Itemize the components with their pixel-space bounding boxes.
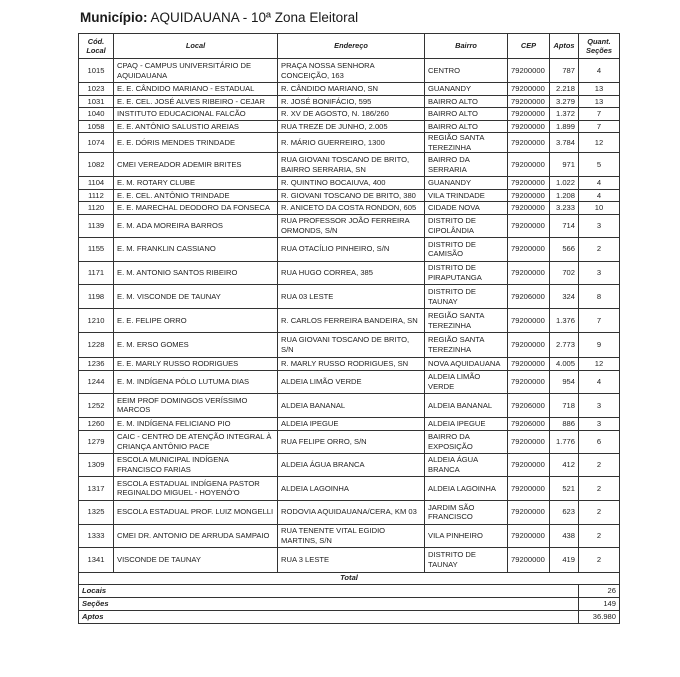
local-cell: E. M. ROTARY CLUBE xyxy=(114,177,278,190)
table-row xyxy=(79,120,620,133)
bairro-cell: DISTRITO DE TAUNAY xyxy=(425,548,508,573)
bairro-cell: DISTRITO DE PIRAPUTANGA xyxy=(425,261,508,285)
local-cell: E. E. DÓRIS MENDES TRINDADE xyxy=(114,133,278,153)
cod-cell: 1341 xyxy=(79,548,114,573)
local-cell: ESCOLA MUNICIPAL INDÍGENA FRANCISCO FARIAS xyxy=(114,453,278,477)
table-row xyxy=(79,548,620,573)
bairro-cell: ALDEIA IPEGUE xyxy=(425,417,508,430)
bairro-cell: REGIÃO SANTA TEREZINHA xyxy=(425,309,508,333)
summary-label: Locais xyxy=(79,584,579,597)
bairro-cell: ALDEIA LIMÃO VERDE xyxy=(425,370,508,394)
bairro-cell: DISTRITO DE CIPOLÂNDIA xyxy=(425,214,508,237)
cod-cell: 1317 xyxy=(79,477,114,501)
cep-cell: 79200000 xyxy=(508,430,550,453)
cep-cell: 79200000 xyxy=(508,120,550,133)
table-row xyxy=(79,309,620,333)
endereco-cell: R. XV DE AGOSTO, N. 186/260 xyxy=(278,108,425,121)
cep-cell: 79200000 xyxy=(508,261,550,285)
aptos-cell: 3.279 xyxy=(550,95,579,108)
aptos-cell: 4.005 xyxy=(550,357,579,370)
endereco-cell: ALDEIA LIMÃO VERDE xyxy=(278,370,425,394)
cep-cell: 79200000 xyxy=(508,59,550,83)
endereco-cell: RUA GIOVANI TOSCANO DE BRITO, BAIRRO SERRARIA, SN xyxy=(278,153,425,177)
table-row xyxy=(79,133,620,153)
table-row xyxy=(79,477,620,501)
table-row xyxy=(79,453,620,477)
bairro-cell: BAIRRO DA SERRARIA xyxy=(425,153,508,177)
secoes-cell: 6 xyxy=(579,430,620,453)
cod-cell: 1015 xyxy=(79,59,114,83)
aptos-cell: 419 xyxy=(550,548,579,573)
table-row xyxy=(79,59,620,83)
aptos-cell: 1.376 xyxy=(550,309,579,333)
municipio-value: AQUIDAUANA - 10ª Zona Eleitoral xyxy=(150,10,359,25)
bairro-cell: BAIRRO ALTO xyxy=(425,120,508,133)
table-row xyxy=(79,177,620,190)
cod-cell: 1244 xyxy=(79,370,114,394)
cep-cell: 79200000 xyxy=(508,333,550,358)
cod-cell: 1139 xyxy=(79,214,114,237)
secoes-cell: 2 xyxy=(579,524,620,548)
endereco-cell: R. JOSÉ BONIFÁCIO, 595 xyxy=(278,95,425,108)
local-cell: E. M. INDÍGENA PÓLO LUTUMA DIAS xyxy=(114,370,278,394)
table-header-row xyxy=(79,34,620,59)
col-header-cod: Cód. Local xyxy=(79,34,114,59)
endereco-cell: RUA GIOVANI TOSCANO DE BRITO, S/N xyxy=(278,333,425,358)
aptos-cell: 718 xyxy=(550,394,579,418)
secoes-cell: 8 xyxy=(579,285,620,309)
cep-cell: 79200000 xyxy=(508,477,550,501)
col-header-aptos: Aptos xyxy=(550,34,579,59)
cod-cell: 1333 xyxy=(79,524,114,548)
cod-cell: 1325 xyxy=(79,500,114,524)
cod-cell: 1023 xyxy=(79,83,114,96)
local-cell: CPAQ - CAMPUS UNIVERSITÁRIO DE AQUIDAUANA xyxy=(114,59,278,83)
aptos-cell: 566 xyxy=(550,237,579,261)
bairro-cell: REGIÃO SANTA TEREZINHA xyxy=(425,133,508,153)
bairro-cell: ALDEIA ÁGUA BRANCA xyxy=(425,453,508,477)
secoes-cell: 4 xyxy=(579,370,620,394)
bairro-cell: VILA TRINDADE xyxy=(425,189,508,202)
cep-cell: 79200000 xyxy=(508,309,550,333)
local-cell: E. E. MARECHAL DEODORO DA FONSECA xyxy=(114,202,278,215)
table-row xyxy=(79,189,620,202)
table-row xyxy=(79,214,620,237)
summary-value: 26 xyxy=(579,584,620,597)
local-cell: ESCOLA ESTADUAL PROF. LUIZ MONGELLI xyxy=(114,500,278,524)
aptos-cell: 954 xyxy=(550,370,579,394)
cep-cell: 79200000 xyxy=(508,370,550,394)
col-header-secoes: Quant. Seções xyxy=(579,34,620,59)
table-row xyxy=(79,285,620,309)
secoes-cell: 3 xyxy=(579,417,620,430)
secoes-cell: 7 xyxy=(579,108,620,121)
cod-cell: 1210 xyxy=(79,309,114,333)
table-row xyxy=(79,430,620,453)
local-cell: E. E. FELIPE ORRO xyxy=(114,309,278,333)
endereco-cell: R. MÁRIO GUERREIRO, 1300 xyxy=(278,133,425,153)
cep-cell: 79200000 xyxy=(508,237,550,261)
cod-cell: 1260 xyxy=(79,417,114,430)
cep-cell: 79200000 xyxy=(508,357,550,370)
secoes-cell: 10 xyxy=(579,202,620,215)
cep-cell: 79200000 xyxy=(508,153,550,177)
table-row xyxy=(79,202,620,215)
local-cell: E. M. INDÍGENA FELICIANO PIO xyxy=(114,417,278,430)
aptos-cell: 2.218 xyxy=(550,83,579,96)
cod-cell: 1155 xyxy=(79,237,114,261)
endereco-cell: RUA PROFESSOR JOÃO FERREIRA ORMONDS, S/N xyxy=(278,214,425,237)
endereco-cell: R. CÂNDIDO MARIANO, SN xyxy=(278,83,425,96)
secoes-cell: 13 xyxy=(579,95,620,108)
cod-cell: 1040 xyxy=(79,108,114,121)
endereco-cell: R. CARLOS FERREIRA BANDEIRA, SN xyxy=(278,309,425,333)
cod-cell: 1252 xyxy=(79,394,114,418)
table-row xyxy=(79,417,620,430)
table-row xyxy=(79,108,620,121)
col-header-local: Local xyxy=(114,34,278,59)
local-cell: E. E. CEL. ANTÔNIO TRINDADE xyxy=(114,189,278,202)
bairro-cell: BAIRRO ALTO xyxy=(425,108,508,121)
local-cell: CAIC - CENTRO DE ATENÇÃO INTEGRAL À CRIANÇA ANTÔNIO PACE xyxy=(114,430,278,453)
col-header-endereco: Endereço xyxy=(278,34,425,59)
secoes-cell: 4 xyxy=(579,189,620,202)
endereco-cell: R. GIOVANI TOSCANO DE BRITO, 380 xyxy=(278,189,425,202)
bairro-cell: CENTRO xyxy=(425,59,508,83)
table-row xyxy=(79,153,620,177)
secoes-cell: 2 xyxy=(579,453,620,477)
table-row xyxy=(79,333,620,358)
secoes-cell: 2 xyxy=(579,237,620,261)
aptos-cell: 714 xyxy=(550,214,579,237)
local-cell: EEIM PROF DOMINGOS VERÍSSIMO MARCOS xyxy=(114,394,278,418)
cod-cell: 1058 xyxy=(79,120,114,133)
local-cell: E. M. ANTONIO SANTOS RIBEIRO xyxy=(114,261,278,285)
cep-cell: 79200000 xyxy=(508,453,550,477)
secoes-cell: 9 xyxy=(579,333,620,358)
cod-cell: 1120 xyxy=(79,202,114,215)
cep-cell: 79200000 xyxy=(508,83,550,96)
cep-cell: 79200000 xyxy=(508,133,550,153)
secoes-cell: 2 xyxy=(579,477,620,501)
cod-cell: 1279 xyxy=(79,430,114,453)
local-cell: E. E. CÂNDIDO MARIANO - ESTADUAL xyxy=(114,83,278,96)
cod-cell: 1198 xyxy=(79,285,114,309)
secoes-cell: 2 xyxy=(579,500,620,524)
cep-cell: 79206000 xyxy=(508,417,550,430)
aptos-cell: 438 xyxy=(550,524,579,548)
bairro-cell: GUANANDY xyxy=(425,177,508,190)
summary-label: Aptos xyxy=(79,610,579,623)
endereco-cell: RUA 3 LESTE xyxy=(278,548,425,573)
secoes-cell: 3 xyxy=(579,394,620,418)
local-cell: E. M. VISCONDE DE TAUNAY xyxy=(114,285,278,309)
bairro-cell: DISTRITO DE CAMISÃO xyxy=(425,237,508,261)
table-row xyxy=(79,500,620,524)
bairro-cell: VILA PINHEIRO xyxy=(425,524,508,548)
endereco-cell: PRAÇA NOSSA SENHORA CONCEIÇÃO, 163 xyxy=(278,59,425,83)
aptos-cell: 3.784 xyxy=(550,133,579,153)
table-row xyxy=(79,524,620,548)
endereco-cell: ALDEIA IPEGUE xyxy=(278,417,425,430)
aptos-cell: 702 xyxy=(550,261,579,285)
endereco-cell: ALDEIA ÁGUA BRANCA xyxy=(278,453,425,477)
aptos-cell: 886 xyxy=(550,417,579,430)
local-cell: ESCOLA ESTADUAL INDÍGENA PASTOR REGINALDO MIGUEL - HOYENÓ'O xyxy=(114,477,278,501)
aptos-cell: 3.233 xyxy=(550,202,579,215)
summary-row-aptos xyxy=(79,610,620,623)
cod-cell: 1228 xyxy=(79,333,114,358)
local-cell: INSTITUTO EDUCACIONAL FALCÃO xyxy=(114,108,278,121)
local-cell: E. E. MARLY RUSSO RODRIGUES xyxy=(114,357,278,370)
secoes-cell: 12 xyxy=(579,133,620,153)
summary-label: Seções xyxy=(79,597,579,610)
total-label: Total xyxy=(79,572,620,584)
aptos-cell: 971 xyxy=(550,153,579,177)
endereco-cell: RUA FELIPE ORRO, S/N xyxy=(278,430,425,453)
polling-locations-table xyxy=(78,33,620,624)
local-cell: E. M. ERSO GOMES xyxy=(114,333,278,358)
cod-cell: 1309 xyxy=(79,453,114,477)
total-row xyxy=(79,572,620,584)
secoes-cell: 3 xyxy=(579,261,620,285)
local-cell: E. E. CEL. JOSÉ ALVES RIBEIRO - CEJAR xyxy=(114,95,278,108)
cep-cell: 79200000 xyxy=(508,108,550,121)
local-cell: E. M. ADA MOREIRA BARROS xyxy=(114,214,278,237)
secoes-cell: 2 xyxy=(579,548,620,573)
aptos-cell: 521 xyxy=(550,477,579,501)
municipio-label: Município: xyxy=(80,10,148,25)
page-title xyxy=(80,10,358,25)
cep-cell: 79200000 xyxy=(508,95,550,108)
aptos-cell: 787 xyxy=(550,59,579,83)
cod-cell: 1031 xyxy=(79,95,114,108)
summary-row-locais xyxy=(79,584,620,597)
bairro-cell: DISTRITO DE TAUNAY xyxy=(425,285,508,309)
bairro-cell: CIDADE NOVA xyxy=(425,202,508,215)
aptos-cell: 1.022 xyxy=(550,177,579,190)
bairro-cell: BAIRRO ALTO xyxy=(425,95,508,108)
aptos-cell: 412 xyxy=(550,453,579,477)
bairro-cell: REGIÃO SANTA TEREZINHA xyxy=(425,333,508,358)
aptos-cell: 324 xyxy=(550,285,579,309)
endereco-cell: RUA 03 LESTE xyxy=(278,285,425,309)
local-cell: CMEI DR. ANTONIO DE ARRUDA SAMPAIO xyxy=(114,524,278,548)
cep-cell: 79200000 xyxy=(508,214,550,237)
secoes-cell: 13 xyxy=(579,83,620,96)
aptos-cell: 1.899 xyxy=(550,120,579,133)
bairro-cell: ALDEIA BANANAL xyxy=(425,394,508,418)
local-cell: VISCONDE DE TAUNAY xyxy=(114,548,278,573)
local-cell: E. M. FRANKLIN CASSIANO xyxy=(114,237,278,261)
cod-cell: 1082 xyxy=(79,153,114,177)
endereco-cell: R. MARLY RUSSO RODRIGUES, SN xyxy=(278,357,425,370)
col-header-bairro: Bairro xyxy=(425,34,508,59)
table-row xyxy=(79,261,620,285)
cep-cell: 79200000 xyxy=(508,202,550,215)
bairro-cell: GUANANDY xyxy=(425,83,508,96)
secoes-cell: 4 xyxy=(579,59,620,83)
endereco-cell: RUA HUGO CORREA, 385 xyxy=(278,261,425,285)
bairro-cell: JARDIM SÃO FRANCISCO xyxy=(425,500,508,524)
aptos-cell: 623 xyxy=(550,500,579,524)
secoes-cell: 7 xyxy=(579,309,620,333)
table-row xyxy=(79,394,620,418)
aptos-cell: 1.776 xyxy=(550,430,579,453)
aptos-cell: 2.773 xyxy=(550,333,579,358)
cep-cell: 79200000 xyxy=(508,177,550,190)
secoes-cell: 12 xyxy=(579,357,620,370)
endereco-cell: RODOVIA AQUIDAUANA/CERA, KM 03 xyxy=(278,500,425,524)
endereco-cell: RUA TREZE DE JUNHO, 2.005 xyxy=(278,120,425,133)
secoes-cell: 4 xyxy=(579,177,620,190)
summary-value: 36.980 xyxy=(579,610,620,623)
endereco-cell: R. QUINTINO BOCAIUVA, 400 xyxy=(278,177,425,190)
table-row xyxy=(79,83,620,96)
aptos-cell: 1.372 xyxy=(550,108,579,121)
summary-value: 149 xyxy=(579,597,620,610)
bairro-cell: NOVA AQUIDAUANA xyxy=(425,357,508,370)
endereco-cell: RUA TENENTE VITAL EGIDIO MARTINS, S/N xyxy=(278,524,425,548)
endereco-cell: ALDEIA BANANAL xyxy=(278,394,425,418)
cep-cell: 79200000 xyxy=(508,548,550,573)
local-cell: E. E. ANTÔNIO SALUSTIO AREIAS xyxy=(114,120,278,133)
local-cell: CMEI VEREADOR ADEMIR BRITES xyxy=(114,153,278,177)
cep-cell: 79206000 xyxy=(508,285,550,309)
cep-cell: 79206000 xyxy=(508,394,550,418)
bairro-cell: BAIRRO DA EXPOSIÇÃO xyxy=(425,430,508,453)
table-row xyxy=(79,237,620,261)
cod-cell: 1171 xyxy=(79,261,114,285)
cod-cell: 1074 xyxy=(79,133,114,153)
secoes-cell: 7 xyxy=(579,120,620,133)
secoes-cell: 5 xyxy=(579,153,620,177)
cod-cell: 1236 xyxy=(79,357,114,370)
summary-row-secoes xyxy=(79,597,620,610)
endereco-cell: R. ANICETO DA COSTA RONDON, 605 xyxy=(278,202,425,215)
endereco-cell: RUA OTACÍLIO PINHEIRO, S/N xyxy=(278,237,425,261)
bairro-cell: ALDEIA LAGOINHA xyxy=(425,477,508,501)
table-row xyxy=(79,357,620,370)
table-row xyxy=(79,95,620,108)
table-row xyxy=(79,370,620,394)
cep-cell: 79200000 xyxy=(508,500,550,524)
col-header-cep: CEP xyxy=(508,34,550,59)
cep-cell: 79200000 xyxy=(508,189,550,202)
cod-cell: 1112 xyxy=(79,189,114,202)
cep-cell: 79200000 xyxy=(508,524,550,548)
cod-cell: 1104 xyxy=(79,177,114,190)
secoes-cell: 3 xyxy=(579,214,620,237)
endereco-cell: ALDEIA LAGOINHA xyxy=(278,477,425,501)
aptos-cell: 1.208 xyxy=(550,189,579,202)
